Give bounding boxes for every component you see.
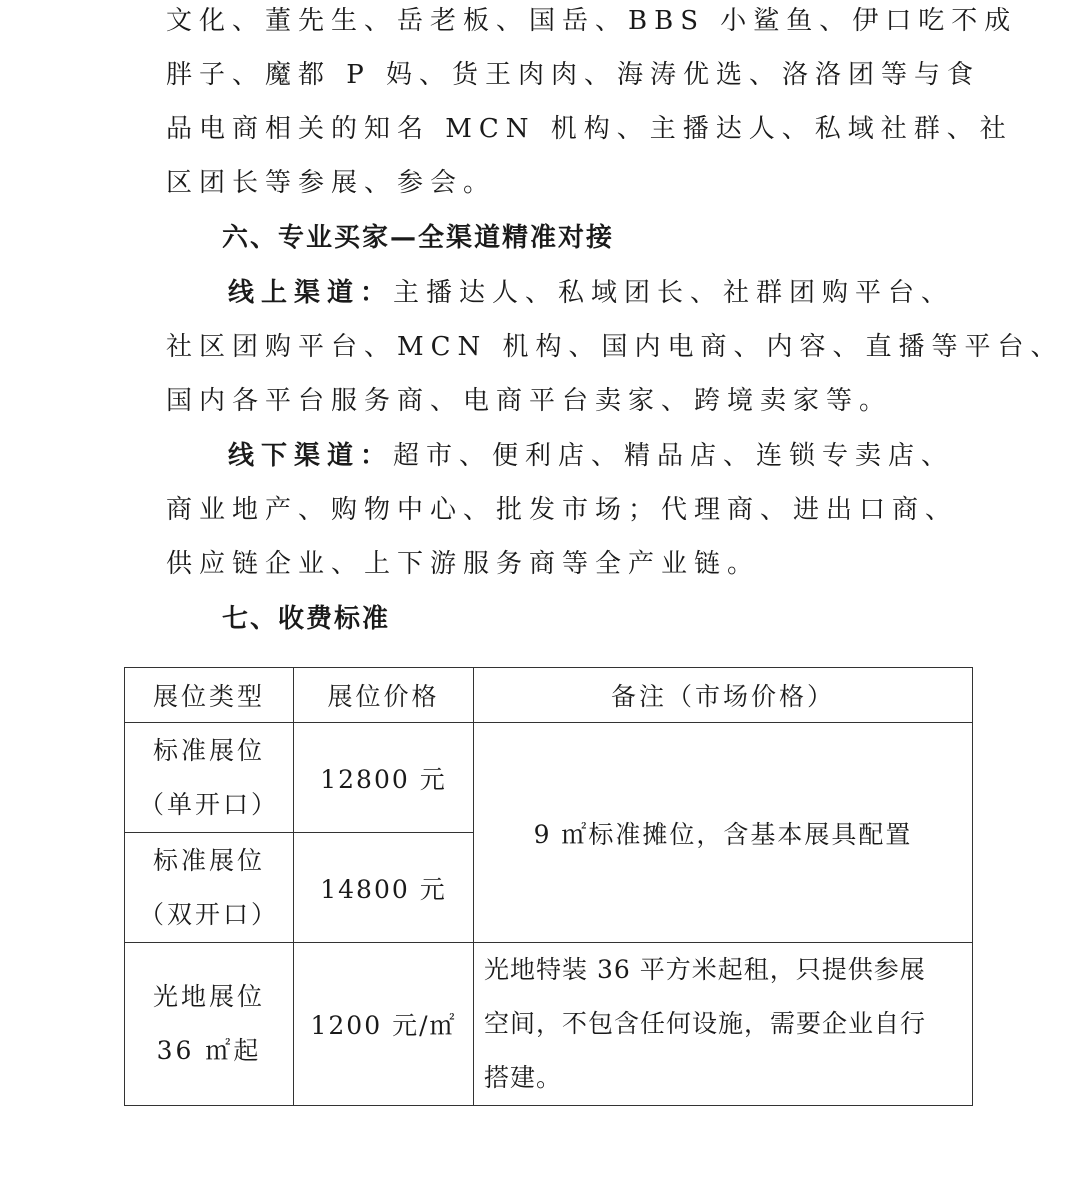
- body-text-line: 文化、董先生、岳老板、国岳、BBS 小鲨鱼、伊口吃不成: [166, 6, 1018, 36]
- header-booth-type: 展位类型: [125, 668, 294, 723]
- booth-price-cell: 12800 元: [294, 723, 474, 833]
- booth-price-cell: 1200 元/㎡: [294, 943, 474, 1106]
- booth-type-name: 标准展位: [152, 845, 265, 875]
- fee-table: [124, 667, 973, 1106]
- note-line: 空间，不包含任何设施，需要企业自行: [484, 1009, 927, 1038]
- section-heading-fees: 七、收费标准: [222, 604, 391, 634]
- note-line: 光地特装 36 平方米起租，只提供参展: [484, 955, 926, 984]
- body-text-line: 社区团购平台、MCN 机构、国内电商、内容、直播等平台、: [166, 332, 1064, 362]
- header-booth-price: 展位价格: [294, 668, 474, 723]
- booth-type-name: 标准展位: [152, 735, 265, 765]
- header-notes: 备注（市场价格）: [474, 668, 973, 723]
- body-text-line: 胖子、魔都 P 妈、货王肉肉、海涛优选、洛洛团等与食: [166, 60, 981, 90]
- online-channels-line: [228, 280, 954, 306]
- booth-type-cell: [125, 723, 294, 833]
- table-row: [125, 723, 973, 833]
- table-row: [125, 943, 973, 1106]
- online-channels-text: 主播达人、私域团长、社群团购平台、: [393, 278, 955, 308]
- body-text-line: 商业地产、购物中心、批发市场；代理商、进出口商、: [166, 495, 959, 525]
- online-channels-label: 线上渠道：: [228, 278, 394, 308]
- booth-type-detail: （双开口）: [138, 899, 279, 929]
- booth-type-name: 光地展位: [152, 982, 265, 1011]
- booth-type-detail: 36 ㎡起: [156, 1036, 262, 1065]
- booth-price-cell: 14800 元: [294, 833, 474, 943]
- body-text-line: 供应链企业、上下游服务商等全产业链。: [166, 549, 761, 579]
- offline-channels-text: 超市、便利店、精品店、连锁专卖店、: [393, 441, 955, 471]
- note-raw-space-cell: [474, 943, 973, 1106]
- note-standard-cell: 9 ㎡标准摊位，含基本展具配置: [474, 723, 973, 943]
- section-heading-buyers: 六、专业买家—全渠道精准对接: [222, 223, 615, 253]
- offline-channels-line: [228, 443, 954, 469]
- body-text-line: 品电商相关的知名 MCN 机构、主播达人、私域社群、社: [166, 114, 1013, 144]
- body-text-line: 国内各平台服务商、电商平台卖家、跨境卖家等。: [166, 386, 893, 416]
- note-line: 搭建。: [484, 1063, 563, 1092]
- booth-type-detail: （单开口）: [138, 789, 279, 819]
- table-header-row: [125, 668, 973, 723]
- body-text-line: 区团长等参展、参会。: [166, 168, 497, 198]
- booth-type-cell: [125, 833, 294, 943]
- offline-channels-label: 线下渠道：: [228, 441, 394, 471]
- booth-type-cell: [125, 943, 294, 1106]
